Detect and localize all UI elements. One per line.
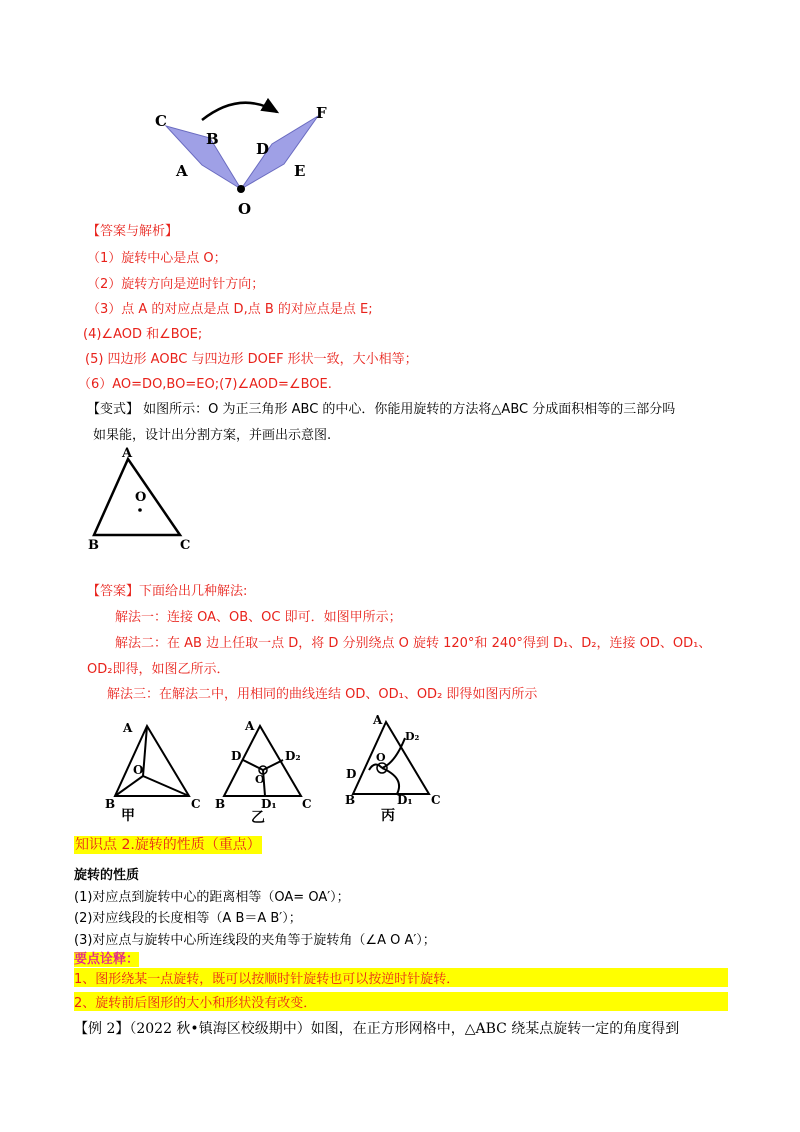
yi-label-b: B	[215, 797, 226, 811]
yi-label-d2: D₂	[285, 749, 301, 763]
section2-title	[74, 834, 262, 854]
quad-doef	[241, 116, 318, 189]
key-point-2-text: 2、旋转前后图形的大小和形状没有改变．	[74, 996, 317, 1011]
jia-label-c: C	[191, 797, 201, 811]
tri-label-o: O	[135, 490, 147, 505]
label-d: D	[256, 140, 270, 158]
label-a: A	[176, 162, 188, 180]
answer2-heading: 【答案】	[87, 584, 140, 599]
rotation-figure	[150, 92, 340, 220]
jia-label-b: B	[105, 797, 116, 811]
yi-label-a: A	[245, 719, 255, 733]
key-label-text: 要点诠释：	[74, 952, 140, 967]
answer-line-4: (4)∠AOD 和∠BOE;	[83, 327, 203, 342]
rotation-arrow	[202, 103, 277, 120]
label-o: O	[238, 200, 252, 218]
answer2-intro: 下面给出几种解法:	[139, 584, 248, 599]
example2-text: 【例 2】（2022 秋•镇海区校级期中）如图，在正方形网格中，△ABC 绕某点旋转一定的角度得到	[74, 1021, 680, 1037]
label-e: E	[294, 162, 306, 180]
answer-line-5: (5) 四边形 AOBC 与四边形 DOEF 形状一致，大小相等；	[85, 352, 418, 367]
label-b: B	[206, 130, 219, 148]
tri-label-a: A	[122, 446, 133, 461]
jia-caption: 甲	[121, 808, 135, 824]
triangle-figure	[88, 445, 198, 553]
prop-3: (3)对应点与旋转中心所连线段的夹角等于旋转角（∠A O A′）；	[74, 933, 436, 948]
bing-label-c: C	[431, 793, 441, 807]
answer-line-6: （6）AO=DO,BO=EO;(7)∠AOD=∠BOE.	[78, 377, 332, 392]
bing-label-o: O	[376, 751, 386, 764]
variant-line-1: 【变式】 如图所示：O 为正三角形 ABC 的中心．你能用旋转的方法将△ABC 分成面积相等的三部分吗	[87, 402, 676, 417]
tri-label-c: C	[180, 538, 191, 553]
yi-label-d: D	[231, 749, 242, 763]
bing-label-b: B	[345, 793, 356, 807]
method-3: 解法三：在解法二中，用相同的曲线连结 OD、OD₁、OD₂ 即得如图丙所示	[107, 687, 538, 702]
prop-1: (1)对应点到旋转中心的距离相等（OA= OA′）；	[74, 890, 350, 905]
three-triangles-figure	[105, 708, 465, 824]
key-label	[74, 948, 139, 967]
bing-label-d2: D₂	[405, 730, 420, 743]
triangle-bing	[345, 713, 441, 824]
answer-line-1: （1）旋转中心是点 O；	[87, 251, 227, 266]
method-2b: OD₂即得，如图乙所示．	[87, 662, 230, 677]
triangle-jia	[105, 721, 201, 824]
section2-subtitle: 旋转的性质	[74, 868, 140, 883]
answer-line-2: （2）旋转方向是逆时针方向；	[87, 277, 265, 292]
bing-label-d: D	[346, 767, 357, 781]
variant-line-2: 如果能，设计出分割方案，并画出示意图.	[93, 428, 332, 443]
section2-title-text: 知识点 2.旋转的性质（重点）	[75, 837, 261, 853]
key-point-2	[74, 992, 728, 1011]
answer2-header	[87, 580, 247, 599]
method-2a: 解法二：在 AB 边上任取一点 D，将 D 分别绕点 O 旋转 120°和 240°得到 D₁、D₂，连接 OD、OD₁、	[115, 636, 712, 651]
answer-line-3: （3）点 A 的对应点是点 D,点 B 的对应点是点 E;	[87, 302, 373, 317]
yi-label-o: O	[255, 773, 265, 786]
bing-label-a: A	[373, 713, 383, 727]
jia-label-o: O	[133, 763, 144, 777]
method-1: 解法一：连接 OA、OB、OC 即可．如图甲所示；	[115, 610, 402, 625]
tri-label-b: B	[88, 538, 99, 553]
triangle-yi	[215, 719, 312, 824]
key-point-1-text: 1、图形绕某一点旋转，既可以按顺时针旋转也可以按逆时针旋转．	[74, 972, 460, 987]
label-f: F	[316, 104, 327, 122]
center-o-dot	[237, 185, 245, 193]
yi-caption: 乙	[251, 810, 265, 824]
jia-label-a: A	[123, 721, 133, 735]
bing-caption: 丙	[381, 808, 395, 824]
bing-label-d1: D₁	[397, 793, 413, 807]
yi-label-d1: D₁	[261, 797, 277, 811]
label-c: C	[155, 112, 167, 130]
answer-heading: 【答案与解析】	[87, 224, 179, 239]
prop-2: (2)对应线段的长度相等（A B＝A B′）；	[74, 911, 302, 926]
key-point-1	[74, 968, 728, 987]
yi-label-c: C	[302, 797, 312, 811]
